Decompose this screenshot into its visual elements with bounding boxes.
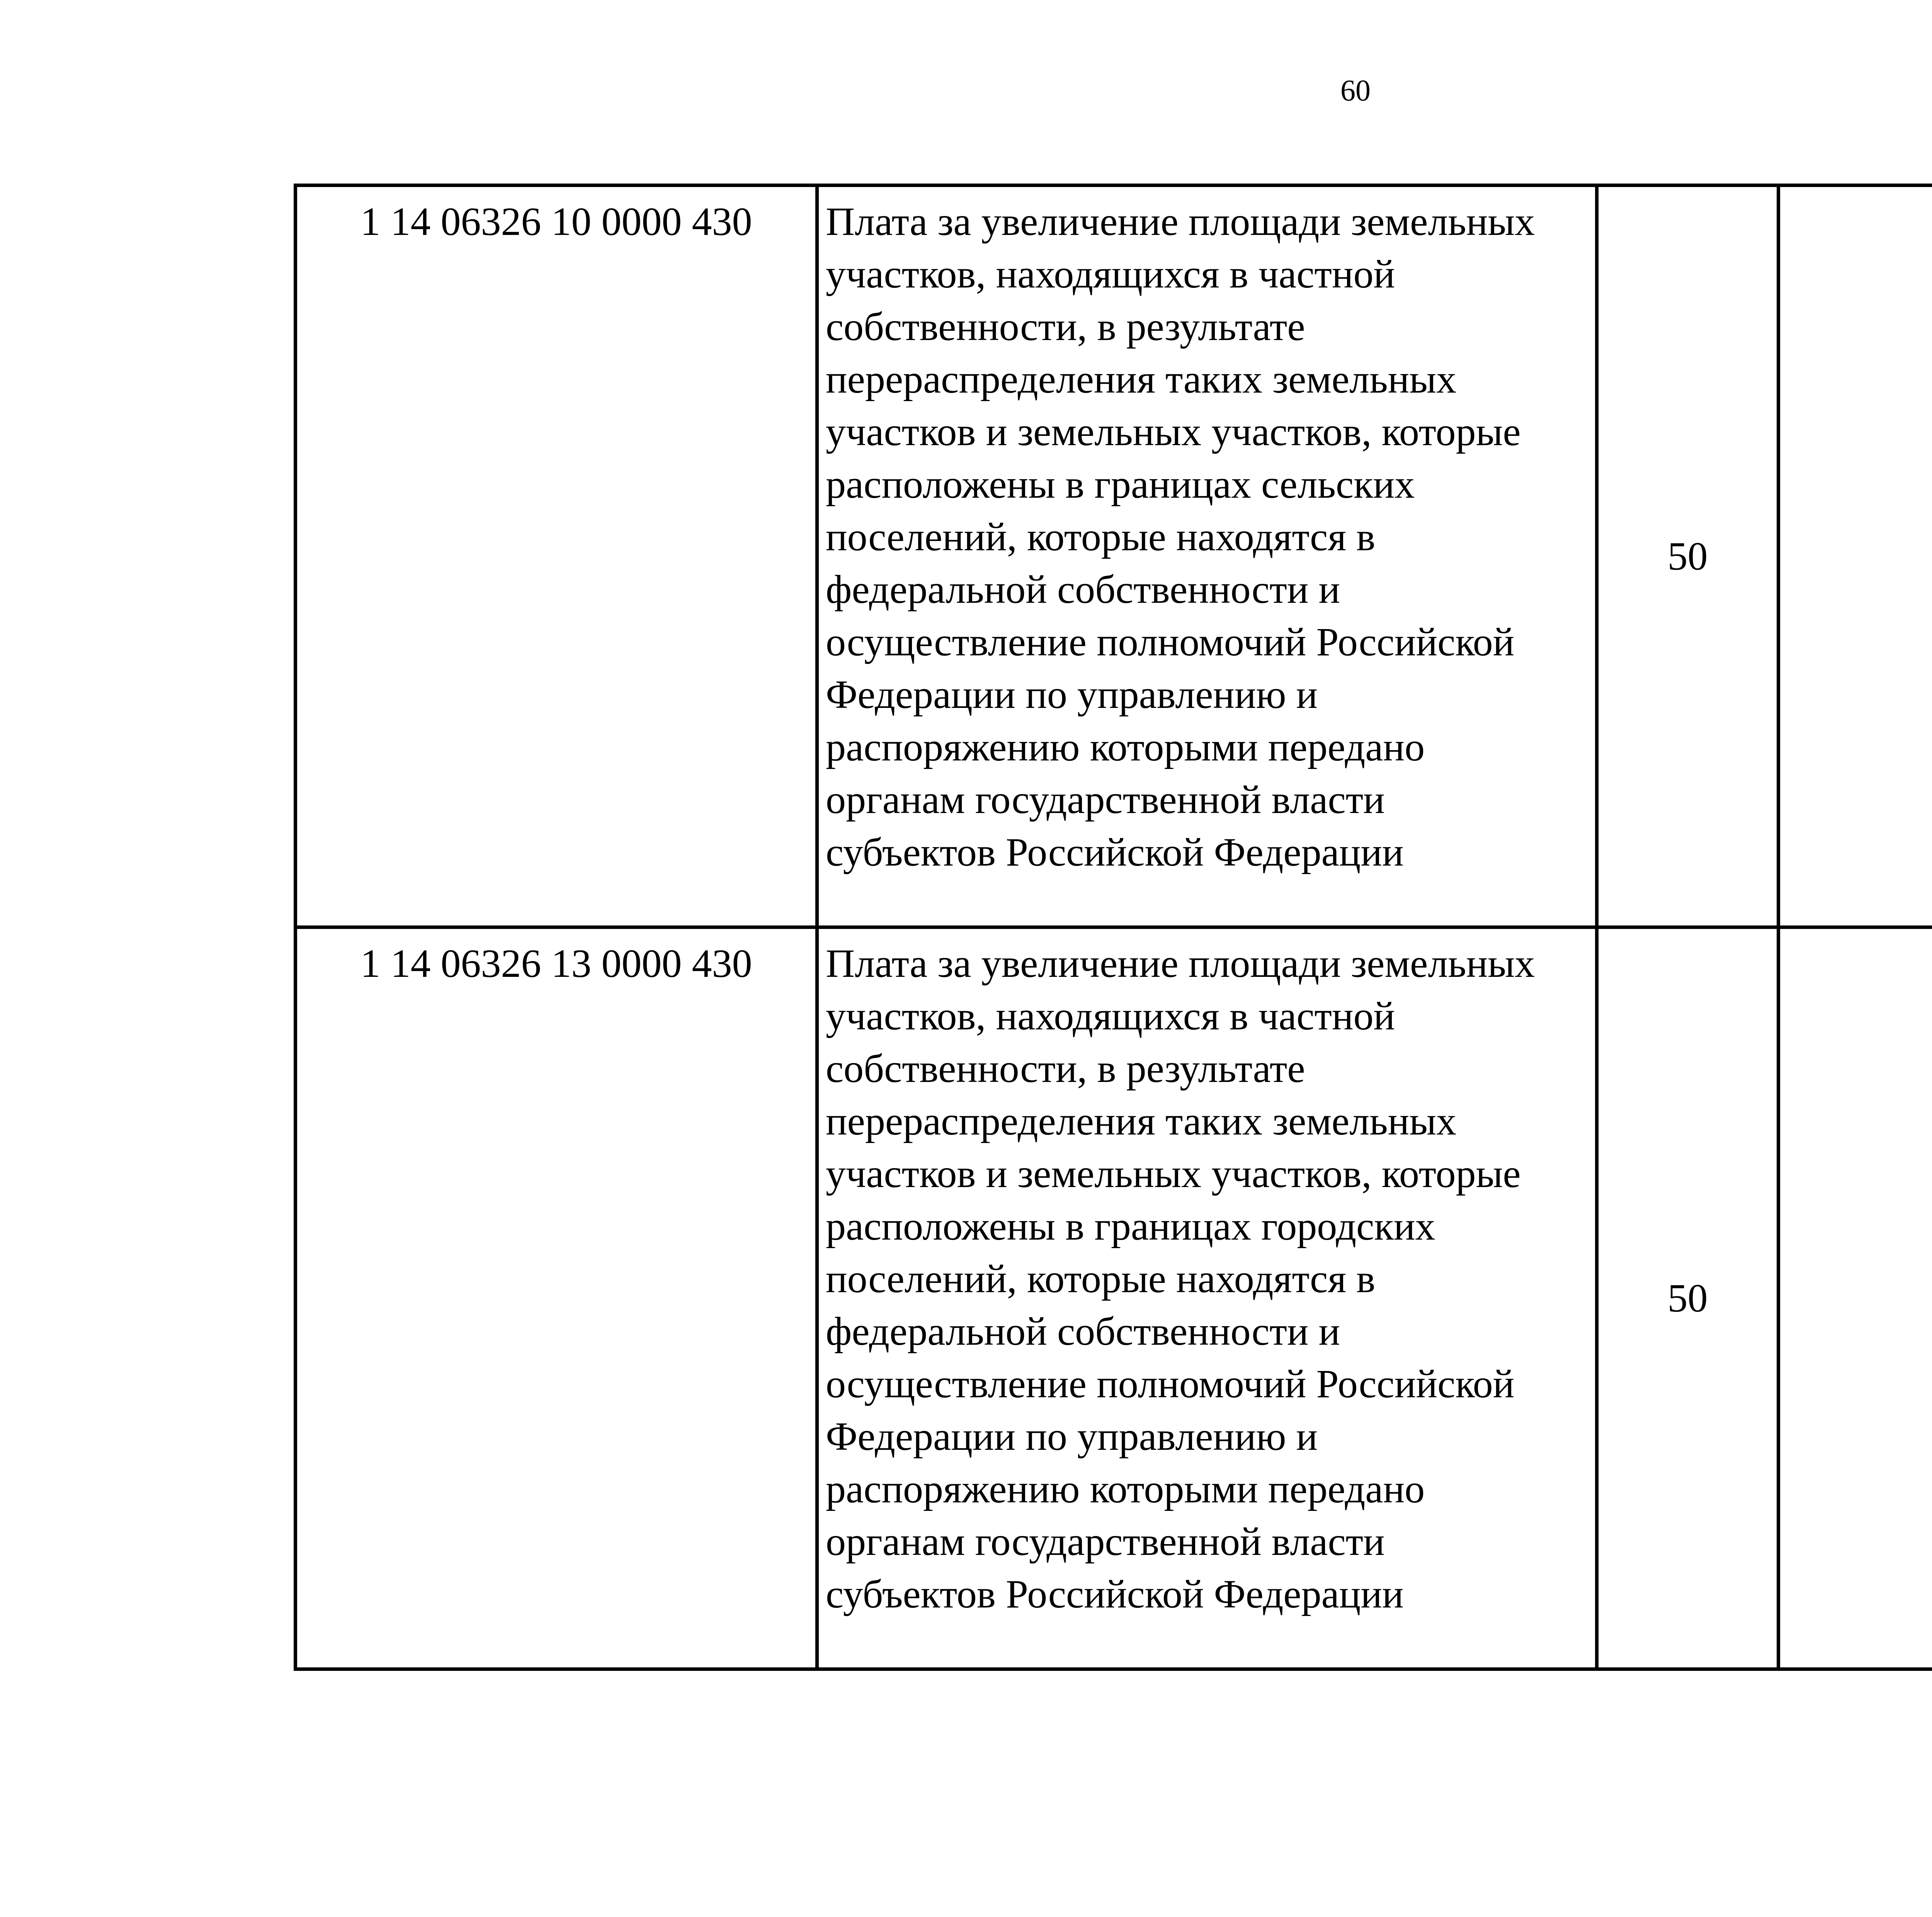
description-line: Федерации по управлению и [826,1414,1318,1459]
description-line: субъектов Российской Федерации [826,1572,1404,1616]
page-number: 60 [1340,73,1371,107]
description-line: органам государственной власти [826,777,1385,822]
description-line: перераспределения таких земельных [826,357,1457,401]
description-line: поселений, которые находятся в [826,515,1376,559]
description-line: расположены в границах городских [826,1204,1435,1249]
description-cell [817,185,1597,927]
value-cell-col4 [1779,185,1932,927]
description-line: поселений, которые находятся в [826,1257,1376,1301]
description-line: участков, находящихся в частной [826,252,1395,296]
value-cell-col3: 50 [1597,185,1779,927]
description-line: участков и земельных участков, которые [826,1152,1521,1196]
description-line: органам государственной власти [826,1519,1385,1564]
description-line: Плата за увеличение площади земельных [826,199,1535,244]
revenue-code-cell: 1 14 06326 13 0000 430 [296,927,817,1669]
description-line: субъектов Российской Федерации [826,830,1404,874]
description-line: осуществление полномочий Российской [826,620,1515,664]
description-line: перераспределения таких земельных [826,1099,1457,1143]
value-cell-col3: 50 [1597,927,1779,1669]
budget-table [294,184,1932,1671]
description-line: участков, находящихся в частной [826,994,1395,1038]
description-line: собственности, в результате [826,1046,1305,1091]
description-line: распоряжению которыми передано [826,1467,1425,1511]
description-line: распоряжению которыми передано [826,725,1425,769]
description-line: Плата за увеличение площади земельных [826,941,1535,986]
revenue-code-cell: 1 14 06326 10 0000 430 [296,185,817,927]
table-row [296,185,1932,927]
description-line: федеральной собственности и [826,1309,1340,1354]
table-body [296,185,1932,1669]
description-line: участков и земельных участков, которые [826,410,1521,454]
value-cell-col4 [1779,927,1932,1669]
description-line: собственности, в результате [826,304,1305,349]
description-line: осуществление полномочий Российской [826,1362,1515,1406]
description-line: Федерации по управлению и [826,672,1318,717]
table-row [296,927,1932,1669]
description-line: федеральной собственности и [826,567,1340,612]
description-line: расположены в границах сельских [826,462,1415,507]
description-cell [817,927,1597,1669]
